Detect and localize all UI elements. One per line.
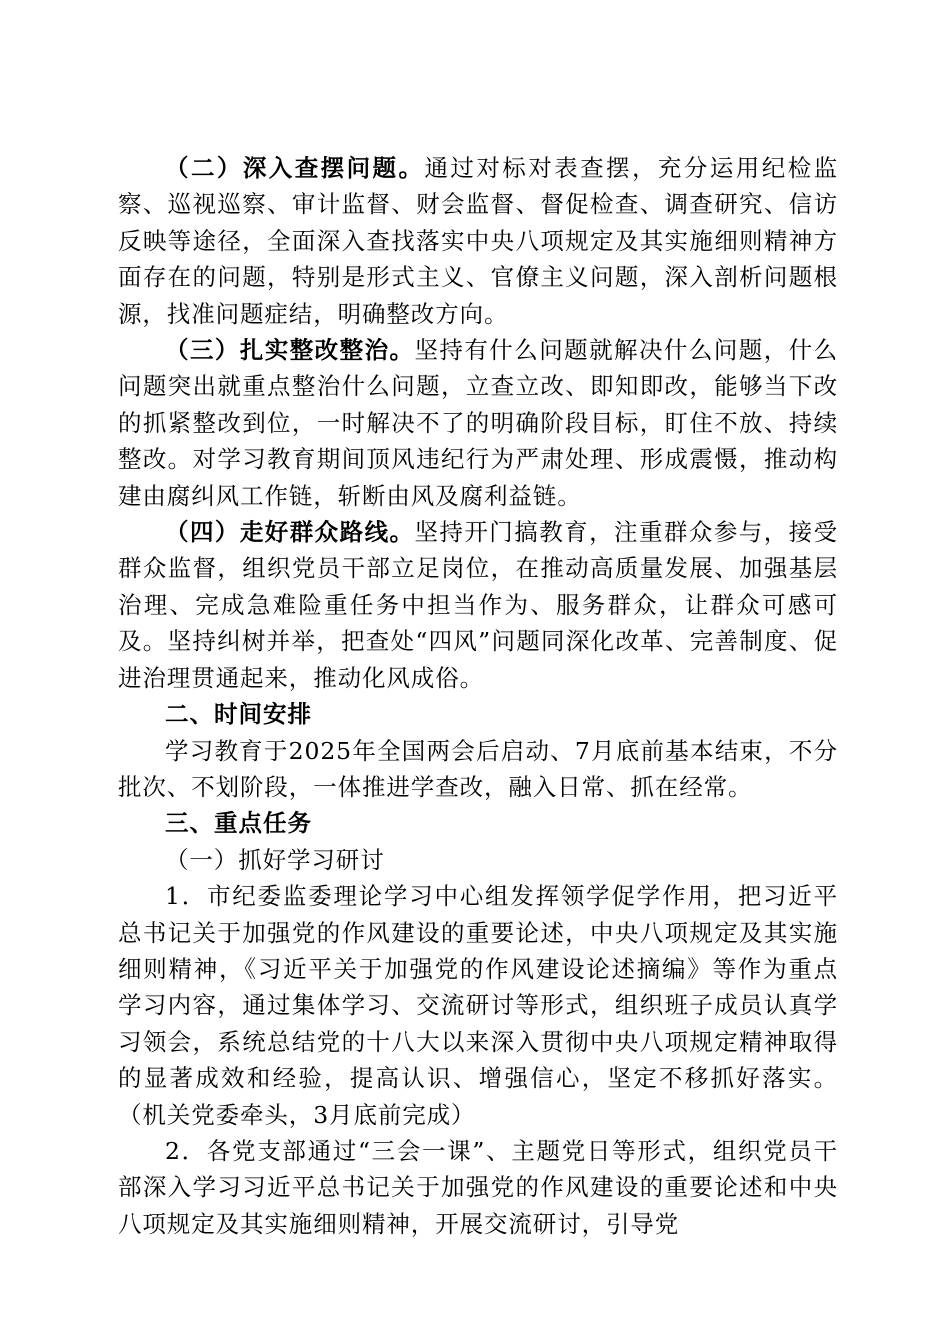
paragraph-task-2: 2．各党支部通过“三会一课”、主题党日等形式，组织党员干部深入学习习近平总书记关于加强党的作风建设的重要论述和中央八项规定及其实施细则精神，开展交流研讨，引导党 — [118, 1136, 838, 1238]
paragraph-lead: （三）扎实整改整治。 — [165, 336, 415, 365]
paragraph-task-1: 1．市纪委监委理论学习中心组发挥领学促学作用，把习近平总书记关于加强党的作风建设的重要论述，中央八项规定及其实施细则精神，《习近平关于加强党的作风建设论述摘编》等作为重点学习内容，通过集体学习、交流研讨等形式，组织班子成员认真学习领会，系统总结党的十八大以来深入贯彻中央八项规定精神取得的显著成效和经验，提高认识、增强信心，坚定不移抓好落实。（机关党委牵头，3月底前完成） — [118, 882, 838, 1129]
subheading-study: （一）抓好学习研讨 — [165, 845, 385, 874]
paragraph-lead: （四）走好群众路线。 — [165, 518, 415, 547]
paragraph-lead: （二）深入查摆问题。 — [165, 154, 425, 182]
section-heading-key-tasks: 三、重点任务 — [165, 809, 312, 838]
paragraph-schedule: 学习教育于2025年全国两会后启动、7月底前基本结束，不分批次、不划阶段，一体推进学查改，融入日常、抓在经常。 — [118, 736, 838, 801]
paragraph-mass-line — [118, 514, 838, 696]
paragraph-rectification — [118, 332, 838, 514]
document-body — [118, 150, 838, 1242]
paragraph-text: 坚持有什么问题就解决什么问题，什么问题突出就重点整治什么问题，立查立改、即知即改，能够当下改的抓紧整改到位，一时解决不了的明确阶段目标，盯住不放、持续整改。对学习教育期间顶风违纪行为严肃处理、形成震慑，推动构建由腐纠风工作链，斩断由风及腐利益链。 — [118, 336, 838, 510]
paragraph-investigate-problems — [118, 150, 838, 332]
section-heading-schedule: 二、时间安排 — [165, 700, 312, 729]
paragraph-text: 坚持开门搞教育，注重群众参与，接受群众监督，组织党员干部立足岗位，在推动高质量发展、加强基层治理、完成急难险重任务中担当作为、服务群众，让群众可感可及。坚持纠树并举，把查处“四风”问题同深化改革、完善制度、促进治理贯通起来，推动化风成俗。 — [118, 518, 838, 692]
paragraph-text: 通过对标对表查摆，充分运用纪检监察、巡视巡察、审计监督、财会监督、督促检查、调查研究、信访反映等途径，全面深入查找落实中央八项规定及其实施细则精神方面存在的问题，特别是形式主义、官僚主义问题，深入剖析问题根源，找准问题症结，明确整改方向。 — [118, 154, 838, 328]
